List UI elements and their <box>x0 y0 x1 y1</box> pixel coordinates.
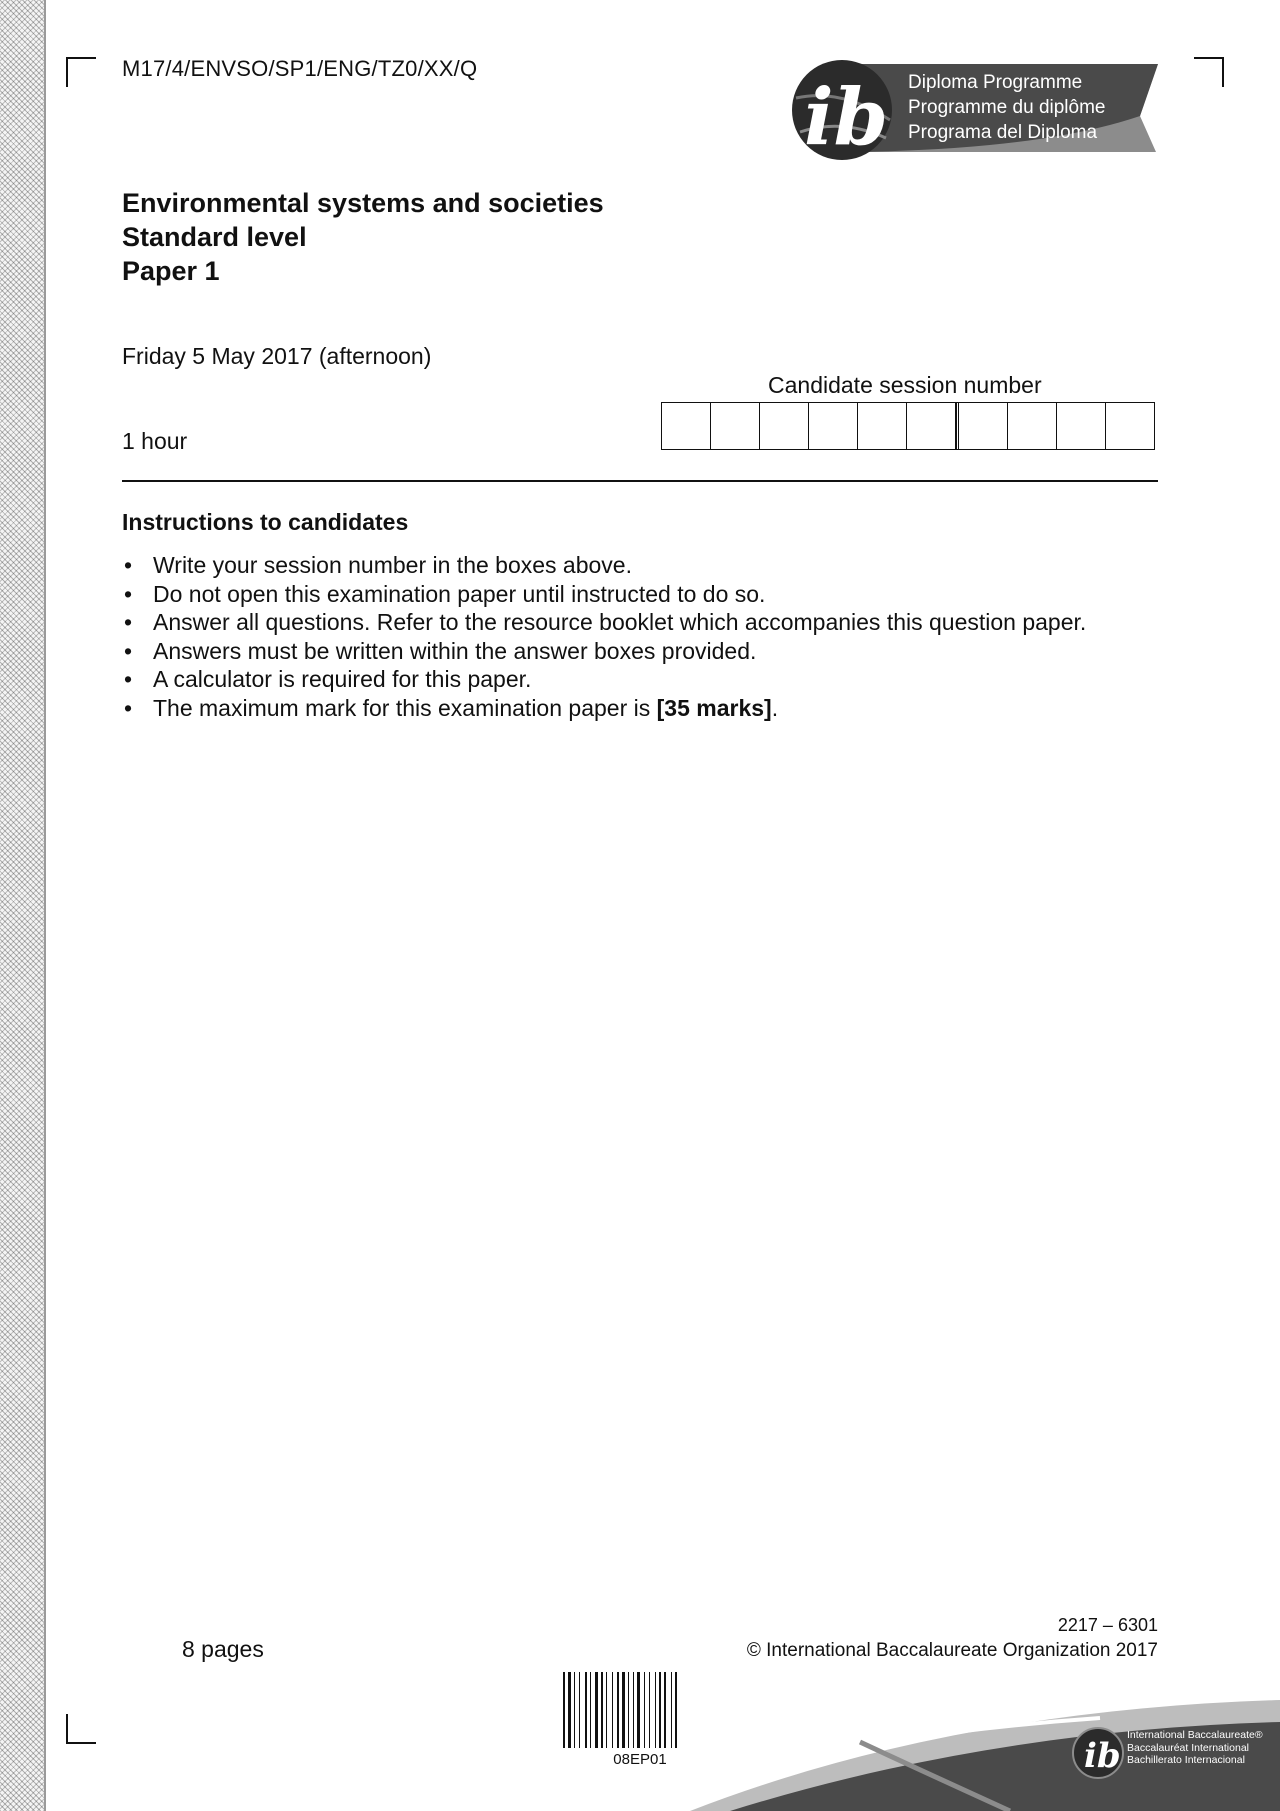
instructions-heading: Instructions to candidates <box>122 509 409 535</box>
session-digit-box[interactable] <box>1057 403 1106 449</box>
title-block <box>122 186 604 288</box>
page-count: 8 pages <box>182 1636 264 1662</box>
max-mark-prefix: The maximum mark for this examination paper is <box>153 694 657 721</box>
svg-text:ib: ib <box>804 72 889 163</box>
session-digit-box[interactable] <box>956 403 1008 449</box>
logo-line-3: Programa del Diploma <box>908 122 1098 143</box>
session-digit-box[interactable] <box>907 403 956 449</box>
paper-title: Paper 1 <box>122 256 220 286</box>
ib-diploma-logo <box>790 58 1160 164</box>
instruction-item-max-mark <box>122 694 1086 723</box>
org-name-en: International Baccalaureate® <box>1127 1729 1263 1741</box>
max-mark-value: [35 marks] <box>656 694 772 721</box>
logo-line-2: Programme du diplôme <box>908 97 1106 118</box>
candidate-session-label: Candidate session number <box>768 372 1042 398</box>
paper-number: 2217 – 6301 <box>1057 1615 1158 1635</box>
ib-logo-text <box>908 70 1105 145</box>
barcode-label: 08EP01 <box>613 1751 667 1768</box>
copyright: © International Baccalaureate Organization 2017 <box>746 1640 1158 1661</box>
instruction-item: • Answer all questions. Refer to the resource booklet which accompanies this question paper. <box>122 608 1086 637</box>
session-digit-box[interactable] <box>858 403 907 449</box>
exam-duration: 1 hour <box>122 428 188 454</box>
divider <box>122 480 1158 482</box>
instruction-item: • Do not open this examination paper until instructed to do so. <box>122 580 1086 609</box>
crop-mark-top-right <box>1194 57 1224 87</box>
session-digit-box[interactable] <box>711 403 760 449</box>
session-digit-box[interactable] <box>760 403 809 449</box>
session-digit-box[interactable] <box>809 403 858 449</box>
instruction-item: • Answers must be written within the answer boxes provided. <box>122 637 1086 666</box>
session-digit-box[interactable] <box>1008 403 1057 449</box>
instruction-item: • Write your session number in the boxes above. <box>122 551 1086 580</box>
crop-mark-bottom-left <box>66 1714 96 1744</box>
max-mark-suffix: . <box>771 694 779 721</box>
org-name-es: Bachillerato Internacional <box>1127 1754 1245 1766</box>
instructions-list <box>122 551 1086 723</box>
level-title: Standard level <box>122 222 307 252</box>
paper-code: M17/4/ENVSO/SP1/ENG/TZ0/XX/Q <box>122 56 478 81</box>
binding-strip <box>0 0 46 1811</box>
crop-mark-top-left <box>66 57 96 87</box>
ib-org-names <box>1127 1729 1263 1767</box>
exam-date: Friday 5 May 2017 (afternoon) <box>122 343 432 369</box>
session-digit-box[interactable] <box>662 403 711 449</box>
instruction-item: • A calculator is required for this paper. <box>122 665 1086 694</box>
candidate-session-boxes <box>661 402 1155 450</box>
svg-text:ib: ib <box>1084 1736 1121 1776</box>
session-digit-box[interactable] <box>1106 403 1154 449</box>
subject-title: Environmental systems and societies <box>122 188 604 218</box>
logo-line-1: Diploma Programme <box>908 72 1083 93</box>
org-name-fr: Baccalauréat International <box>1127 1741 1249 1754</box>
